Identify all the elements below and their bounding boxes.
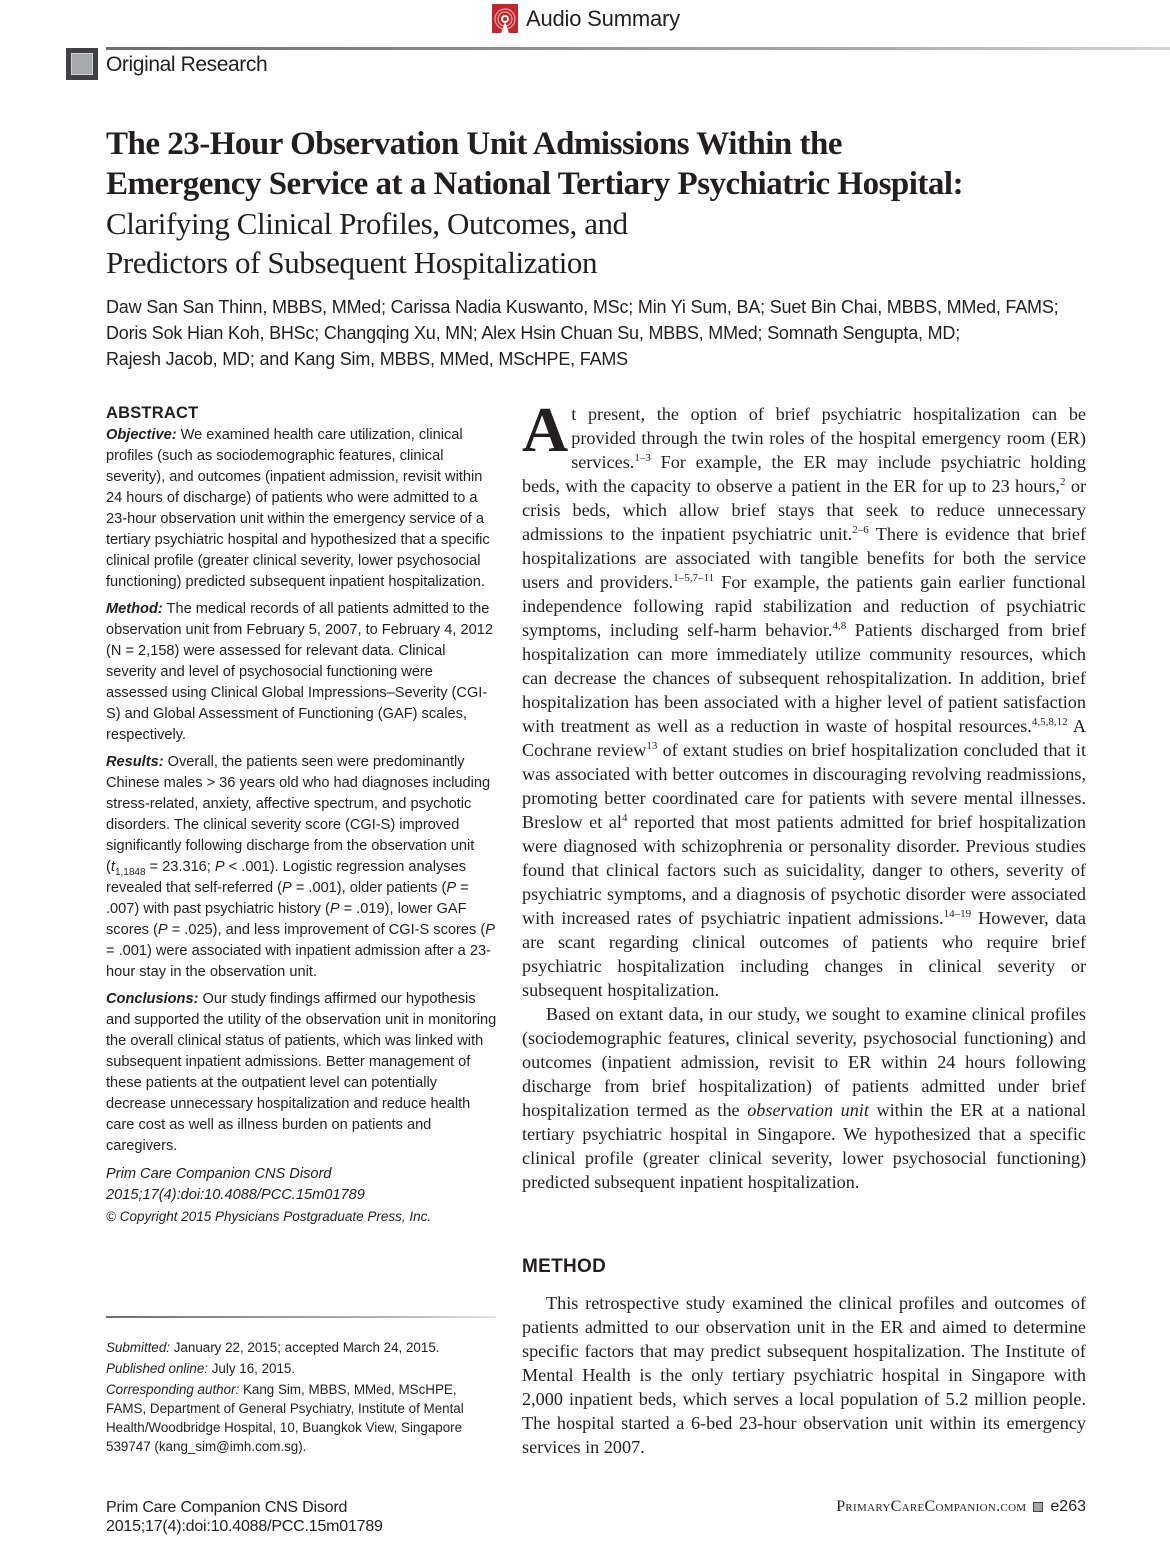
- copyright: © Copyright 2015 Physicians Postgraduate Press, Inc.: [106, 1209, 432, 1224]
- abstract-method: Method: The medical records of all patients admitted to the observation unit from February 5, 2007, to February 4, 2012 (N = 2,158) were assessed for relevant data. Clinical severity and level of psychosocial functioning were assessed using Clinical Global Impressions–Severity (CGI-S) and Global Assessment of Functioning (GAF) scales, respectively.: [106, 601, 493, 743]
- header-rule: [106, 47, 1170, 50]
- article-dates: [106, 1338, 498, 1458]
- drop-cap: A: [522, 394, 569, 465]
- abstract-results: Results: Overall, the patients seen were predominantly Chinese males > 36 years old who had diagnoses including stress-related, anxiety, affective spectrum, and psychotic disorders. The clinical severity score (CGI-S) improved significantly following discharge from the observation unit ($t_{1,1848} = 23.316$; P < .001). Logistic regression analyses revealed that self-referred (P = .001), older patients (P = .007) with past psychiatric history (P = .019), lower GAF scores (P = .025), and less improvement of CGI-S scores (P = .001) were associated with inpatient admission after a 23-hour stay in the observation unit.: [106, 754, 495, 980]
- method-section: [522, 1291, 1086, 1459]
- corresponding-author: Corresponding author: Kang Sim, MBBS, MMed, MScHPE, FAMS, Department of General Psychiatry, Institute of Mental Health/Woodbridge Hospital, 10, Buangkok View, Singapore 539747 (kang_sim@imh.com.sg).: [106, 1382, 464, 1454]
- subtitle-line-2: Predictors of Subsequent Hospitalization: [106, 245, 598, 280]
- intro-paragraph-2: Based on extant data, in our study, we sought to examine clinical profiles (sociodemographic features, clinical severity, psychosocial functioning) and outcomes (inpatient admission, revisit to ER within 24 hours following discharge from brief hospitalization) of patients admitted under brief hospitalization termed as the observation unit within the ER at a national tertiary psychiatric hospital in Singapore. We hypothesized that a specific clinical profile (greater clinical severity, lower psychosocial functioning) predicted subsequent inpatient hospitalization.: [522, 1004, 1086, 1192]
- section-tag: Original Research: [106, 53, 268, 76]
- authors-line-2: Doris Sok Hian Koh, BHSc; Changqing Xu, MN; Alex Hsin Chuan Su, MBBS, MMed; Somnath Sengupta, MD;: [106, 323, 961, 343]
- authors-line-1: Daw San San Thinn, MBBS, MMed; Carissa Nadia Kuswanto, MSc; Min Yi Sum, BA; Suet Bin Chai, MBBS, MMed, FAMS;: [106, 297, 1059, 317]
- subtitle-line-1: Clarifying Clinical Profiles, Outcomes, and: [106, 206, 628, 241]
- page-number: e263: [1050, 1498, 1086, 1515]
- method-paragraph: This retrospective study examined the clinical profiles and outcomes of patients admitted to our observation unit in the ER and aimed to determine specific factors that may predict subsequent hospitalization. The Institute of Mental Health is the only tertiary psychiatric hospital in Singapore with 2,000 inpatient beds, which serves a local population of 5.2 million people. The hospital started a 6-bed 23-hour observation unit within its emergency services in 2007.: [522, 1293, 1086, 1457]
- authors-line-3: Rajesh Jacob, MD; and Kang Sim, MBBS, MMed, MScHPE, FAMS: [106, 349, 628, 369]
- footer-citation: Prim Care Companion CNS Disord 2015;17(4):doi:10.4088/PCC.15m01789: [106, 1499, 383, 1535]
- article-title: [106, 124, 1106, 282]
- abstract-conclusions: Conclusions: Our study findings affirmed our hypothesis and supported the utility of the observation unit in monitoring the overall clinical status of patients, which was linked with subsequent inpatient admissions. Better management of these patients at the outpatient level can potentially decrease unnecessary hospitalization and reduce health care cost as well as illness burden on patients and caregivers.: [106, 991, 497, 1154]
- title-line-1: The 23-Hour Observation Unit Admissions Within the: [106, 126, 842, 162]
- journal-site-link[interactable]: PrimaryCareCompanion.com: [836, 1498, 1027, 1515]
- audio-summary-label: Audio Summary: [526, 5, 680, 31]
- footer-page-info: [836, 1498, 1086, 1516]
- method-heading: METHOD: [522, 1256, 607, 1277]
- intro-paragraph-1: At present, the option of brief psychiatric hospitalization can be provided through the twin roles of the hospital emergency room (ER) services.$^{1-3}$ For example, the ER may include psychiatric holding beds, with the capacity to observe a patient in the ER for up to 23 hours,$^2$ or crisis beds, which allow brief stays that seek to reduce unnecessary admissions to the inpatient psychiatric unit.$^{2-6}$ There is evidence that brief hospitalizations are associated with tangible benefits for both the service users and providers.$^{1-5,7-11}$ For example, the patients gain earlier functional independence following rapid stabilization and reduction of psychiatric symptoms, including self-harm behavior.$^{4,8}$ Patients discharged from brief hospitalization can more immediately utilize community resources, which can decrease the chances of subsequent rehospitalization. In addition, brief hospitalization has been associated with a higher level of patient satisfaction with treatment as well as a reduction in waste of hospital resources.$^{4,5,8,12}$ A Cochrane review$^{13}$ of extant studies on brief hospitalization concluded that it was associated with better outcomes in discouraging revolving readmissions, promoting better coordinated care for patients with severe mental illnesses. Breslow et $al^4$ reported that most patients admitted for brief hospitalization were diagnosed with schizophrenia or personality disorder. Previous studies found that clinical factors such as suicidality, danger to others, severity of psychiatric symptoms, and a diagnosis of psychotic disorder were associated with increased rates of psychiatric inpatient admissions.$^{14-19}$ However, data are scant regarding clinical outcomes of patients who require brief psychiatric hospitalization including changes in clinical severity or subsequent hospitalization.: [522, 394, 1087, 1000]
- abstract-objective: Objective: We examined health care utilization, clinical profiles (such as sociodemographic features, clinical severity), and outcomes (inpatient admission, revisit within 24 hours of discharge) of patients who were admitted to a 23-hour observation unit within the emergency service of a tertiary psychiatric hospital and hypothesized that a specific clinical profile (greater clinical severity, lower psychosocial functioning) predicted subsequent inpatient hospitalization.: [106, 427, 490, 590]
- published-date: Published online: July 16, 2015.: [106, 1361, 296, 1376]
- abstract-divider: [106, 1316, 496, 1318]
- audio-summary-link[interactable]: [492, 4, 680, 33]
- introduction: [522, 394, 1087, 1194]
- abstract-heading: ABSTRACT: [106, 404, 199, 422]
- footer-square-icon: [1033, 1502, 1043, 1512]
- submitted-date: Submitted: January 22, 2015; accepted March 24, 2015.: [106, 1340, 440, 1355]
- author-list: [106, 294, 1106, 372]
- section-tag-icon: [66, 48, 98, 80]
- abstract: [106, 403, 498, 1227]
- abstract-citation: Prim Care Companion CNS Disord 2015;17(4):doi:10.4088/PCC.15m01789 © Copyright 2015 Physicians Postgraduate Press, Inc.: [106, 1164, 498, 1227]
- audio-summary-icon: [492, 4, 518, 33]
- title-line-2: Emergency Service at a National Tertiary Psychiatric Hospital:: [106, 166, 964, 202]
